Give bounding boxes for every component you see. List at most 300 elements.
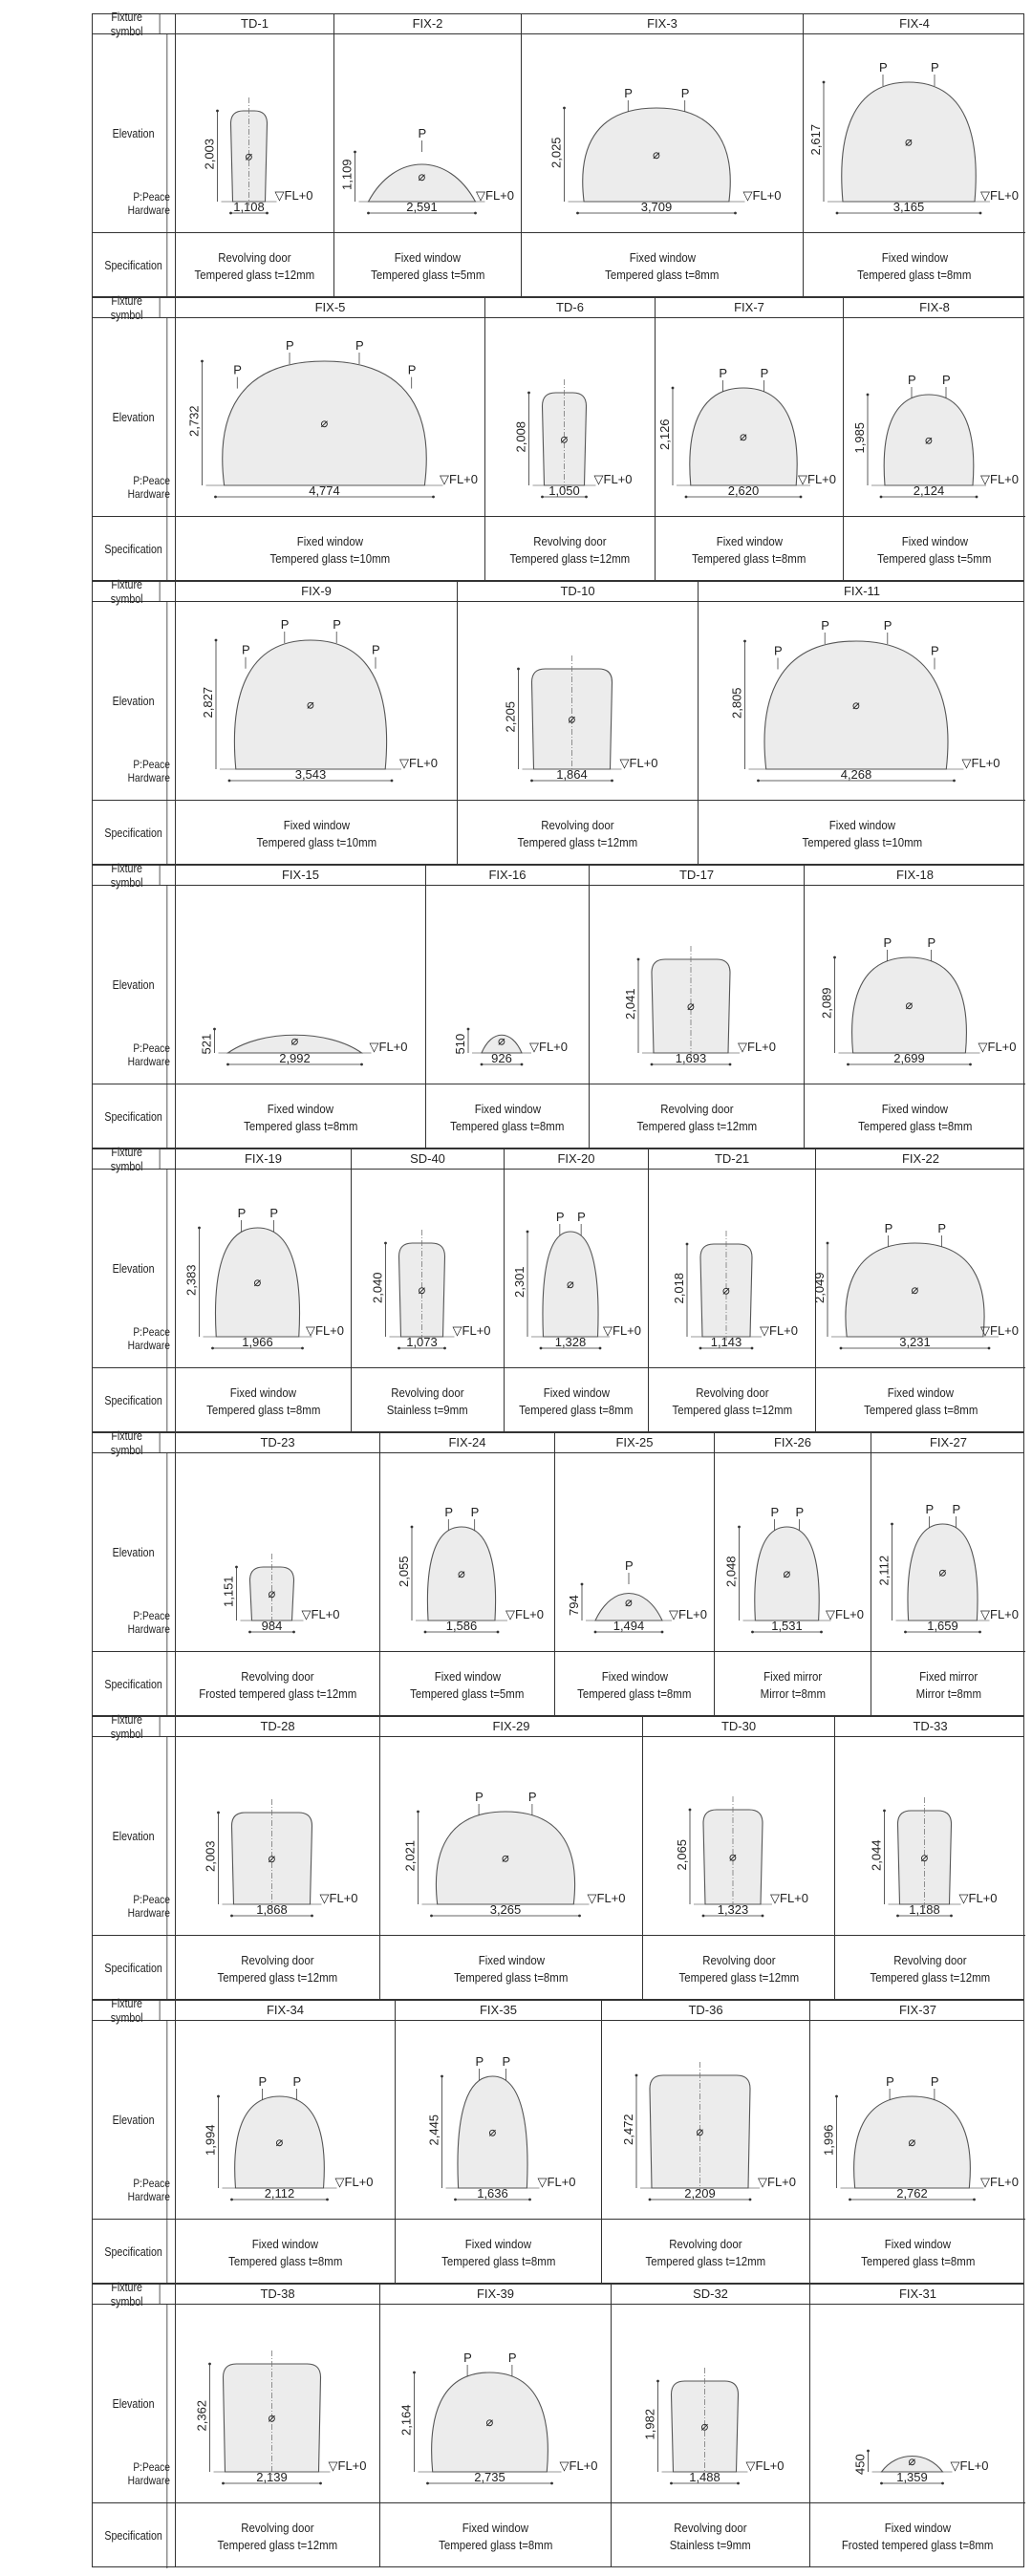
peace-marker: P xyxy=(937,1221,947,1235)
peace-marker: P xyxy=(719,366,728,380)
fixture-material: Tempered glass t=8mm xyxy=(243,1118,358,1133)
dimension-tick xyxy=(738,1526,741,1529)
fixture-type: Revolving door xyxy=(218,249,291,265)
peace-hardware-legend xyxy=(105,1893,175,1920)
hardware-legend-text: Hardware xyxy=(127,487,170,501)
dimension-tick xyxy=(301,1347,304,1350)
dimension-tick xyxy=(521,1063,524,1066)
floor-level-marker: ▽FL+0 xyxy=(958,1891,998,1905)
spec-row-rule xyxy=(93,2219,175,2220)
schedule-section xyxy=(92,577,1024,865)
peace-marker: P xyxy=(269,1206,279,1220)
width-dimension: 1,108 xyxy=(233,200,265,214)
elevation-drawing xyxy=(555,1452,714,1651)
fixture-material: Frosted tempered glass t=12mm xyxy=(199,1685,356,1701)
peace-marker: P xyxy=(372,642,380,657)
peace-marker: P xyxy=(770,1505,780,1519)
dimension-tick xyxy=(749,2199,752,2201)
dimension-tick xyxy=(474,212,477,215)
fixture-schedule-sheet xyxy=(92,10,1024,2566)
specification-cell xyxy=(835,1935,1025,2002)
peace-marker: P xyxy=(883,618,892,633)
dimension-tick xyxy=(226,1063,229,1066)
height-dimension: 794 xyxy=(567,1595,581,1616)
glass-hatch-mark: ⌀ xyxy=(938,1564,947,1579)
fixture-type: Fixed window xyxy=(464,2236,532,2251)
fixture-material: Stainless t=9mm xyxy=(670,2537,751,2552)
hardware-legend-text: Hardware xyxy=(127,1906,170,1920)
glass-hatch-mark: ⌀ xyxy=(307,697,314,712)
peace-marker: P xyxy=(258,2074,268,2089)
floor-level-marker: ▽FL+0 xyxy=(306,1323,344,1338)
height-dimension: 2,065 xyxy=(675,1838,689,1871)
fixture-type: Fixed window xyxy=(267,1101,334,1116)
fixture-material: Tempered glass t=10mm xyxy=(269,550,391,566)
specification-cell xyxy=(643,1935,834,2002)
height-dimension: 450 xyxy=(852,2454,868,2475)
peace-hardware-legend xyxy=(105,2177,175,2203)
fixture-type: Revolving door xyxy=(669,2236,742,2251)
dimension-tick xyxy=(800,496,803,499)
width-dimension: 4,774 xyxy=(309,483,340,498)
fixture-column xyxy=(589,866,804,1148)
peace-marker: P xyxy=(418,126,427,140)
peace-marker: P xyxy=(237,1206,247,1220)
specification-cell xyxy=(176,1935,379,2002)
fixture-material: Tempered glass t=5mm xyxy=(410,1685,525,1701)
peace-marker: P xyxy=(355,338,364,353)
dimension-tick xyxy=(550,2482,553,2485)
glass-hatch-mark: ⌀ xyxy=(696,2124,704,2138)
fixture-column xyxy=(175,2285,379,2566)
specification-cell xyxy=(505,1367,648,1434)
width-dimension: 2,735 xyxy=(474,2470,505,2484)
fixture-symbol: FIX-18 xyxy=(895,868,934,882)
glass-hatch-mark: ⌀ xyxy=(911,1282,919,1297)
floor-level-marker: ▽FL+0 xyxy=(440,472,478,486)
height-dimension: 1,109 xyxy=(339,159,355,190)
glass-hatch-mark: ⌀ xyxy=(700,2418,709,2434)
width-dimension: 1,693 xyxy=(675,1051,707,1065)
fixture-column xyxy=(175,582,457,864)
fixture-type: Fixed window xyxy=(394,249,462,265)
fixture-type: Fixed window xyxy=(229,1385,297,1400)
specification-cell xyxy=(176,1651,379,1718)
dimension-tick xyxy=(880,2482,883,2485)
fixture-column xyxy=(504,1149,648,1431)
dimension-tick xyxy=(849,2199,851,2201)
dimension-tick xyxy=(578,1915,581,1918)
glass-hatch-mark: ⌀ xyxy=(567,1277,574,1291)
fixture-column xyxy=(457,582,698,864)
dimension-tick xyxy=(891,1523,893,1526)
specification-cell xyxy=(590,1084,804,1150)
fixture-material: Tempered glass t=12mm xyxy=(517,834,638,849)
floor-level-marker: ▽FL+0 xyxy=(826,1607,864,1621)
dimension-tick xyxy=(527,392,530,395)
fixture-type: Fixed window xyxy=(828,817,895,832)
fixture-type: Revolving door xyxy=(893,1952,967,1967)
floor-level-marker: ▽FL+0 xyxy=(961,756,1000,770)
floor-level-marker: ▽FL+0 xyxy=(980,472,1019,486)
fixture-symbol: FIX-26 xyxy=(773,1435,811,1449)
spec-row-rule xyxy=(93,800,175,801)
fixture-symbol: TD-6 xyxy=(556,300,584,314)
dimension-tick xyxy=(867,2450,870,2453)
glass-hatch-mark: ⌀ xyxy=(852,698,860,712)
height-dimension: 2,055 xyxy=(397,1556,411,1587)
fixture-material: Mirror t=8mm xyxy=(760,1685,826,1701)
floor-level-marker: ▽FL+0 xyxy=(758,2175,796,2189)
width-dimension: 2,762 xyxy=(896,2186,928,2200)
fixture-material: Tempered glass t=8mm xyxy=(692,550,806,566)
fixture-type: Fixed window xyxy=(881,1101,949,1116)
dimension-tick xyxy=(686,1243,689,1246)
dimension-tick xyxy=(941,2482,944,2485)
elevation-label: Elevation xyxy=(100,1169,168,1367)
dimension-tick xyxy=(661,1631,664,1634)
peace-marker: P xyxy=(879,60,888,75)
peace-hardware-legend xyxy=(105,2460,175,2487)
spec-row-rule xyxy=(93,1935,175,1936)
width-dimension: 2,124 xyxy=(913,483,945,498)
peace-marker: P xyxy=(470,1505,480,1519)
fixture-column xyxy=(175,298,484,580)
floor-level-marker: ▽FL+0 xyxy=(505,1607,544,1621)
schedule-section xyxy=(92,10,1024,297)
dimension-tick xyxy=(950,1915,953,1918)
specification-cell xyxy=(805,1084,1025,1150)
specification-cell xyxy=(380,1935,642,2002)
fixture-material: Tempered glass t=8mm xyxy=(450,1118,565,1133)
peace-marker: P xyxy=(930,2074,939,2089)
dimension-tick xyxy=(198,1227,201,1230)
peace-marker: P xyxy=(292,2074,302,2089)
hardware-legend-text: Hardware xyxy=(127,2474,170,2487)
fixture-column xyxy=(175,1149,351,1431)
elevation-drawing xyxy=(176,2304,379,2502)
height-dimension: 510 xyxy=(453,1033,467,1055)
peace-legend-text: P:Peace xyxy=(133,1893,170,1906)
peace-hardware-legend xyxy=(105,1041,175,1068)
fixture-symbol: SD-32 xyxy=(693,2286,728,2301)
floor-level-marker: ▽FL+0 xyxy=(980,2175,1019,2189)
dimension-tick xyxy=(836,212,839,215)
hardware-legend-text: Hardware xyxy=(127,2190,170,2203)
dimension-tick xyxy=(737,2482,740,2485)
height-dimension: 2,732 xyxy=(186,405,202,437)
fixture-type: Fixed window xyxy=(543,1385,610,1400)
fixture-column xyxy=(611,2285,809,2566)
glass-hatch-mark: ⌀ xyxy=(625,1595,633,1609)
fixture-material: Tempered glass t=8mm xyxy=(441,2253,556,2268)
specification-cell xyxy=(804,232,1025,299)
glass-hatch-mark: ⌀ xyxy=(488,2124,497,2139)
height-dimension: 2,021 xyxy=(402,1839,418,1872)
fixture-column xyxy=(521,14,803,296)
fixture-symbol-label: Fixture symbol xyxy=(93,1433,161,1452)
dimension-tick xyxy=(541,496,544,499)
dimension-tick xyxy=(969,1063,972,1066)
fixture-material: Tempered glass t=8mm xyxy=(454,1969,569,1985)
dimension-tick xyxy=(973,2199,976,2201)
dimension-tick xyxy=(649,2199,652,2201)
fixture-symbol: TD-1 xyxy=(241,16,269,31)
specification-cell xyxy=(176,2502,379,2569)
fixture-column xyxy=(379,1717,642,1999)
spec-row-rule xyxy=(93,2502,175,2503)
floor-level-marker: ▽FL+0 xyxy=(950,2458,989,2473)
dimension-tick xyxy=(398,1347,400,1350)
glass-hatch-mark: ⌀ xyxy=(920,1850,929,1864)
elevation-drawing xyxy=(715,1452,871,1651)
dimension-tick xyxy=(441,2075,443,2078)
fixture-symbol: FIX-39 xyxy=(476,2286,514,2301)
dimension-tick xyxy=(360,1063,363,1066)
fixture-material: Tempered glass t=8mm xyxy=(857,1118,973,1133)
dimension-tick xyxy=(417,1811,419,1814)
height-dimension: 2,827 xyxy=(201,686,215,719)
fixture-type: Fixed window xyxy=(884,2520,952,2535)
dimension-tick xyxy=(230,2199,233,2201)
dimension-tick xyxy=(867,394,870,397)
fixture-column xyxy=(834,1717,1025,1999)
fixture-column xyxy=(812,1149,1025,1431)
dimension-tick xyxy=(978,1631,981,1634)
fixture-column xyxy=(425,866,589,1148)
fixture-type: Revolving door xyxy=(541,817,614,832)
height-dimension: 2,301 xyxy=(512,1266,527,1298)
floor-level-marker: ▽FL+0 xyxy=(978,1040,1017,1054)
fixture-symbol: FIX-16 xyxy=(488,868,527,882)
fixture-symbol-label: Fixture symbol xyxy=(93,582,161,601)
floor-level-marker: ▽FL+0 xyxy=(742,188,782,203)
dimension-tick xyxy=(757,780,760,783)
fixture-symbol: FIX-35 xyxy=(479,2003,517,2017)
peace-hardware-legend xyxy=(105,758,175,784)
fixture-material: Tempered glass t=8mm xyxy=(577,1685,692,1701)
height-dimension: 2,164 xyxy=(398,2404,414,2436)
peace-marker: P xyxy=(233,362,242,377)
glass-hatch-mark: ⌀ xyxy=(740,429,747,443)
elevation-drawing xyxy=(522,33,803,232)
dimension-tick xyxy=(599,1347,602,1350)
glass-hatch-mark: ⌀ xyxy=(502,1850,509,1865)
fixture-column xyxy=(351,1149,504,1431)
fixture-symbol: TD-36 xyxy=(688,2003,723,2017)
peace-marker: P xyxy=(242,642,250,657)
glass-hatch-mark: ⌀ xyxy=(245,148,253,163)
width-dimension: 1,488 xyxy=(689,2470,720,2484)
hardware-legend-text: Hardware xyxy=(127,771,170,784)
fixture-type: Fixed window xyxy=(478,1952,545,1967)
glass-hatch-mark: ⌀ xyxy=(268,1586,276,1600)
fixture-column xyxy=(803,14,1025,296)
schedule-section xyxy=(92,293,1024,581)
dimension-tick xyxy=(266,212,269,215)
fixture-material: Tempered glass t=12mm xyxy=(678,1969,799,1985)
dimension-tick xyxy=(235,1566,238,1569)
elevation-label: Elevation xyxy=(100,2020,168,2219)
height-dimension: 2,126 xyxy=(657,419,672,450)
dimension-tick xyxy=(820,1631,823,1634)
peace-marker: P xyxy=(908,373,916,387)
peace-marker: P xyxy=(927,935,936,950)
elevation-drawing xyxy=(612,2304,809,2502)
fixture-column xyxy=(554,1433,714,1715)
dimension-tick xyxy=(311,1915,313,1918)
glass-hatch-mark: ⌀ xyxy=(320,416,329,430)
elevation-drawing xyxy=(352,1169,504,1367)
dimension-tick xyxy=(208,2363,211,2366)
glass-hatch-mark: ⌀ xyxy=(268,2410,276,2425)
dimension-tick xyxy=(229,212,232,215)
dimension-tick xyxy=(411,1526,414,1529)
peace-legend-text: P:Peace xyxy=(133,2177,170,2190)
floor-level-marker: ▽FL+0 xyxy=(669,1607,707,1621)
dimension-tick xyxy=(576,212,579,215)
spec-row-rule xyxy=(93,516,175,517)
specification-cell xyxy=(555,1651,714,1718)
spec-row-rule xyxy=(93,1367,175,1368)
fixture-symbol: FIX-9 xyxy=(301,584,332,598)
elevation-drawing xyxy=(590,885,804,1084)
elevation-drawing xyxy=(334,33,521,232)
fixture-material: Tempered glass t=12mm xyxy=(217,2537,338,2552)
peace-legend-text: P:Peace xyxy=(133,1325,170,1339)
specification-cell xyxy=(871,1651,1025,1718)
dimension-tick xyxy=(883,1810,886,1813)
elevation-label: Elevation xyxy=(100,33,168,232)
fixture-type: Fixed window xyxy=(434,1668,501,1684)
peace-marker: P xyxy=(774,643,783,658)
dimension-tick xyxy=(896,1915,899,1918)
peace-legend-text: P:Peace xyxy=(133,1609,170,1622)
dimension-tick xyxy=(835,2095,838,2098)
fixture-type: Fixed window xyxy=(901,533,968,548)
fixture-symbol-label: Fixture symbol xyxy=(93,866,161,885)
dimension-tick xyxy=(430,1915,433,1918)
fixture-material: Tempered glass t=8mm xyxy=(605,267,720,282)
dimension-tick xyxy=(248,1631,251,1634)
specification-label: Specification xyxy=(100,1084,168,1149)
elevation-drawing xyxy=(602,2020,809,2219)
peace-hardware-legend xyxy=(105,1325,175,1352)
width-dimension: 1,636 xyxy=(477,2186,508,2200)
elevation-label: Elevation xyxy=(100,1736,168,1935)
peace-legend-text: P:Peace xyxy=(133,474,170,487)
glass-hatch-mark: ⌀ xyxy=(653,147,660,161)
elevation-drawing xyxy=(396,2020,601,2219)
fixture-symbol: FIX-7 xyxy=(734,300,764,314)
floor-level-marker: ▽FL+0 xyxy=(328,2458,367,2473)
fixture-symbol: FIX-34 xyxy=(266,2003,304,2017)
width-dimension: 3,165 xyxy=(892,200,925,214)
hardware-legend-text: Hardware xyxy=(127,204,170,217)
fixture-type: Revolving door xyxy=(674,2520,747,2535)
dimension-tick xyxy=(743,640,746,643)
floor-level-marker: ▽FL+0 xyxy=(476,188,514,203)
elevation-drawing xyxy=(176,1736,379,1935)
elevation-label: Elevation xyxy=(100,317,168,516)
dimension-tick xyxy=(672,387,675,390)
dimension-tick xyxy=(354,151,356,154)
peace-marker: P xyxy=(444,1505,453,1519)
height-dimension: 2,205 xyxy=(503,700,518,733)
fixture-type: Fixed window xyxy=(887,1385,955,1400)
elevation-drawing xyxy=(699,601,1025,800)
peace-legend-text: P:Peace xyxy=(133,1041,170,1055)
dimension-tick xyxy=(702,1915,705,1918)
fixture-column xyxy=(809,2285,1025,2566)
peace-marker: P xyxy=(463,2351,472,2365)
fixture-column xyxy=(642,1717,834,1999)
dimension-tick xyxy=(823,81,826,84)
fixture-symbol-label: Fixture symbol xyxy=(93,1717,161,1736)
elevation-drawing xyxy=(871,1452,1025,1651)
dimension-tick xyxy=(637,958,640,961)
floor-level-marker: ▽FL+0 xyxy=(738,1040,776,1054)
elevation-drawing xyxy=(810,2304,1025,2502)
spec-row-rule xyxy=(93,232,175,233)
fixture-column xyxy=(804,866,1025,1148)
dimension-tick xyxy=(391,780,394,783)
fixture-material: Tempered glass t=10mm xyxy=(802,834,922,849)
fixture-column xyxy=(175,1433,379,1715)
specification-cell xyxy=(176,2219,395,2286)
dimension-tick xyxy=(454,2199,457,2201)
glass-hatch-mark: ⌀ xyxy=(268,1851,276,1865)
fixture-symbol: TD-30 xyxy=(720,1719,757,1733)
dimension-tick xyxy=(976,496,978,499)
fixture-symbol: FIX-2 xyxy=(412,16,443,31)
schedule-section xyxy=(92,1145,1024,1432)
dimension-tick xyxy=(426,2482,429,2485)
fixture-column xyxy=(871,1433,1025,1715)
width-dimension: 2,139 xyxy=(256,2470,288,2484)
elevation-label: Elevation xyxy=(100,2304,168,2502)
fixture-column xyxy=(648,1149,815,1431)
fixture-type: Fixed mirror xyxy=(763,1668,823,1684)
fixture-type: Revolving door xyxy=(241,1952,314,1967)
width-dimension: 2,112 xyxy=(264,2186,295,2200)
fixture-symbol: FIX-22 xyxy=(901,1151,939,1166)
fixture-symbol: FIX-19 xyxy=(244,1151,282,1166)
specification-label: Specification xyxy=(100,232,168,298)
elevation-drawing xyxy=(176,1169,351,1367)
dimension-tick xyxy=(432,496,435,499)
fixture-symbol: FIX-27 xyxy=(929,1435,967,1449)
fixture-symbol-label: Fixture symbol xyxy=(93,2001,161,2020)
specification-label: Specification xyxy=(100,2219,168,2285)
fixture-symbol-label: Fixture symbol xyxy=(93,2285,161,2304)
fixture-material: Tempered glass t=5mm xyxy=(370,267,485,282)
fixture-column xyxy=(379,1433,554,1715)
width-dimension: 984 xyxy=(261,1619,283,1633)
width-dimension: 1,868 xyxy=(256,1902,288,1917)
fixture-symbol: FIX-5 xyxy=(314,300,346,314)
specification-cell xyxy=(612,2502,809,2569)
dimension-tick xyxy=(540,1347,543,1350)
fixture-symbol-label: Fixture symbol xyxy=(93,1149,161,1169)
glass-hatch-mark: ⌀ xyxy=(560,431,569,446)
glass-hatch-mark: ⌀ xyxy=(275,2135,284,2149)
floor-level-marker: ▽FL+0 xyxy=(798,472,836,486)
elevation-drawing xyxy=(176,885,425,1084)
fixture-column xyxy=(175,14,333,296)
peace-hardware-legend xyxy=(105,190,175,217)
fixture-column xyxy=(714,1433,871,1715)
